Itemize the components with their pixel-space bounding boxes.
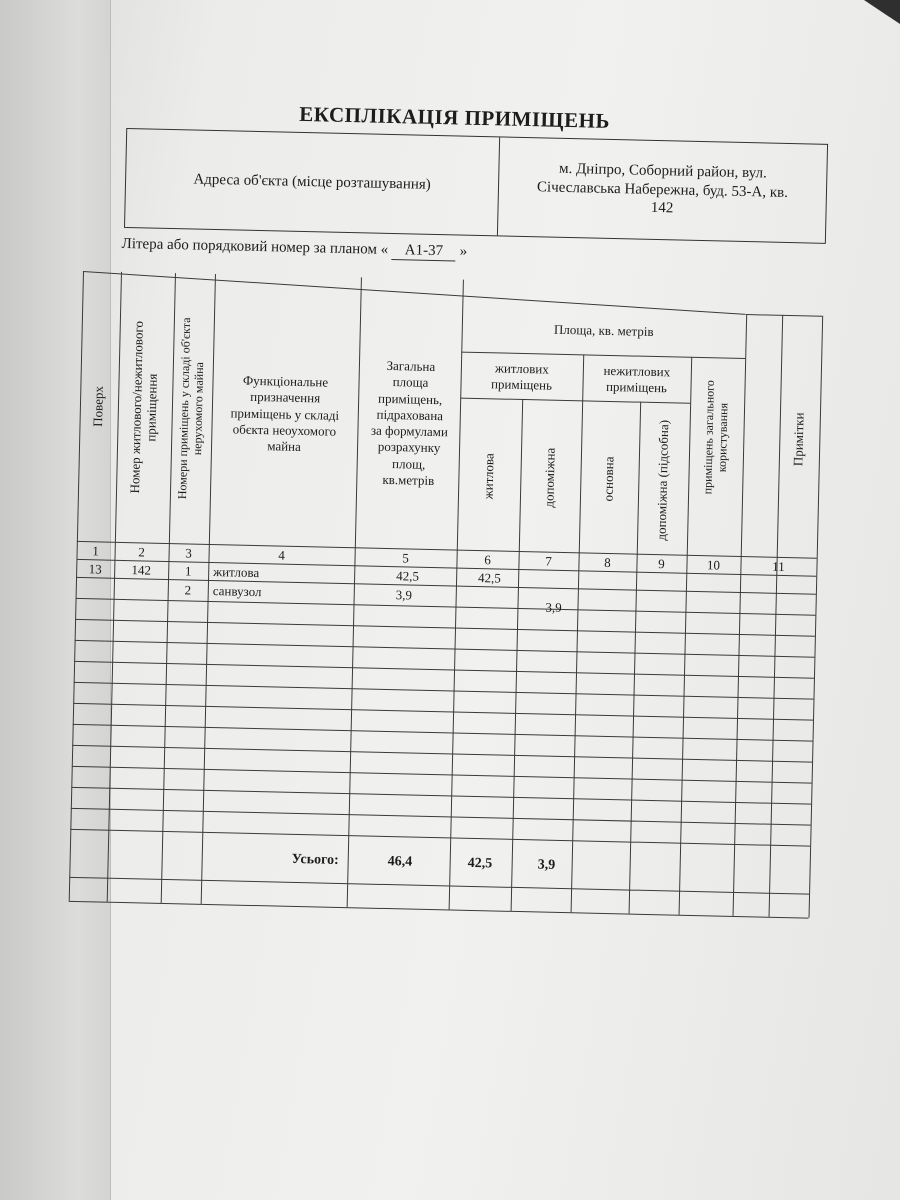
header-room-numbers: Номери приміщень у складі об'єкта нерухомого майна — [175, 317, 206, 500]
row-1-apartment: 142 — [131, 562, 152, 578]
address-line-2: Січеславська Набережна, буд. 53-А, кв. — [536, 178, 789, 201]
address-line-3: 142 — [650, 200, 674, 217]
header-living-group: житлових приміщень — [490, 360, 553, 393]
column-number: 11 — [772, 558, 785, 574]
header-auxiliary-utility: допоміжна (підсобна) — [653, 419, 672, 541]
column-number: 9 — [658, 556, 665, 572]
header-main: основна — [600, 456, 617, 502]
header-notes: Примітки — [790, 412, 807, 467]
header-common-use: приміщень загального користування — [700, 380, 731, 495]
header-apartment-number: Номер житлового/нежитлового приміщення — [127, 320, 160, 494]
address-label: Адреса об'єкта (місце розташування) — [125, 129, 500, 235]
totals-total-area: 46,4 — [387, 854, 413, 870]
column-number: 2 — [138, 544, 146, 560]
address-line-1: м. Дніпро, Соборний район, вул. — [558, 160, 767, 182]
address-value — [498, 137, 827, 242]
header-function: Функціональне призначення приміщень у складі обєкта неоухомого майна — [230, 372, 340, 454]
row-2-floor — [76, 580, 114, 581]
row-1-total: 42,5 — [396, 568, 420, 584]
header-auxiliary: допоміжна — [541, 447, 558, 508]
column-number: 1 — [92, 543, 100, 559]
row-1-purpose: житлова — [213, 564, 260, 581]
header-total-area: Загальна площа приміщень, підрахована за формулами розрахунку площ, кв.метрів — [370, 357, 449, 488]
row-1-floor: 13 — [88, 561, 102, 577]
row-2-purpose: санвузол — [212, 583, 262, 600]
column-number: 10 — [706, 557, 721, 573]
column-number: 6 — [484, 552, 491, 568]
plan-letter-prefix: Літера або порядковий номер за планом « — [121, 235, 389, 258]
totals-auxiliary-area: 3,9 — [537, 857, 556, 873]
row-2-auxiliary: 3,9 — [545, 599, 562, 615]
totals-label: Усього: — [291, 851, 339, 868]
header-floor: Поверх — [90, 385, 106, 427]
row-1-room: 1 — [184, 563, 192, 579]
row-2-apartment — [114, 581, 168, 582]
row-2-total: 3,9 — [395, 587, 413, 603]
row-2-room: 2 — [184, 582, 192, 598]
rooms-table — [69, 271, 823, 918]
column-number: 5 — [402, 550, 410, 566]
row-1-living: 42,5 — [477, 570, 502, 586]
plan-letter-suffix: » — [459, 243, 468, 260]
address-box — [124, 128, 828, 244]
column-number: 4 — [278, 547, 286, 563]
header-living: житлова — [480, 453, 497, 500]
document-title: ЕКСПЛІКАЦІЯ ПРИМІЩЕНЬ — [299, 101, 611, 133]
column-number: 7 — [545, 553, 552, 569]
header-area-group: Площа, кв. метрів — [553, 321, 654, 339]
plan-letter-value: А1-37 — [392, 242, 456, 261]
totals-living-area: 42,5 — [467, 855, 493, 872]
column-number: 8 — [604, 554, 611, 571]
header-nonliving-group: нежитлових приміщень — [603, 362, 671, 396]
column-number: 3 — [185, 545, 193, 561]
plan-letter-line — [121, 236, 467, 262]
explication-document — [66, 95, 825, 942]
